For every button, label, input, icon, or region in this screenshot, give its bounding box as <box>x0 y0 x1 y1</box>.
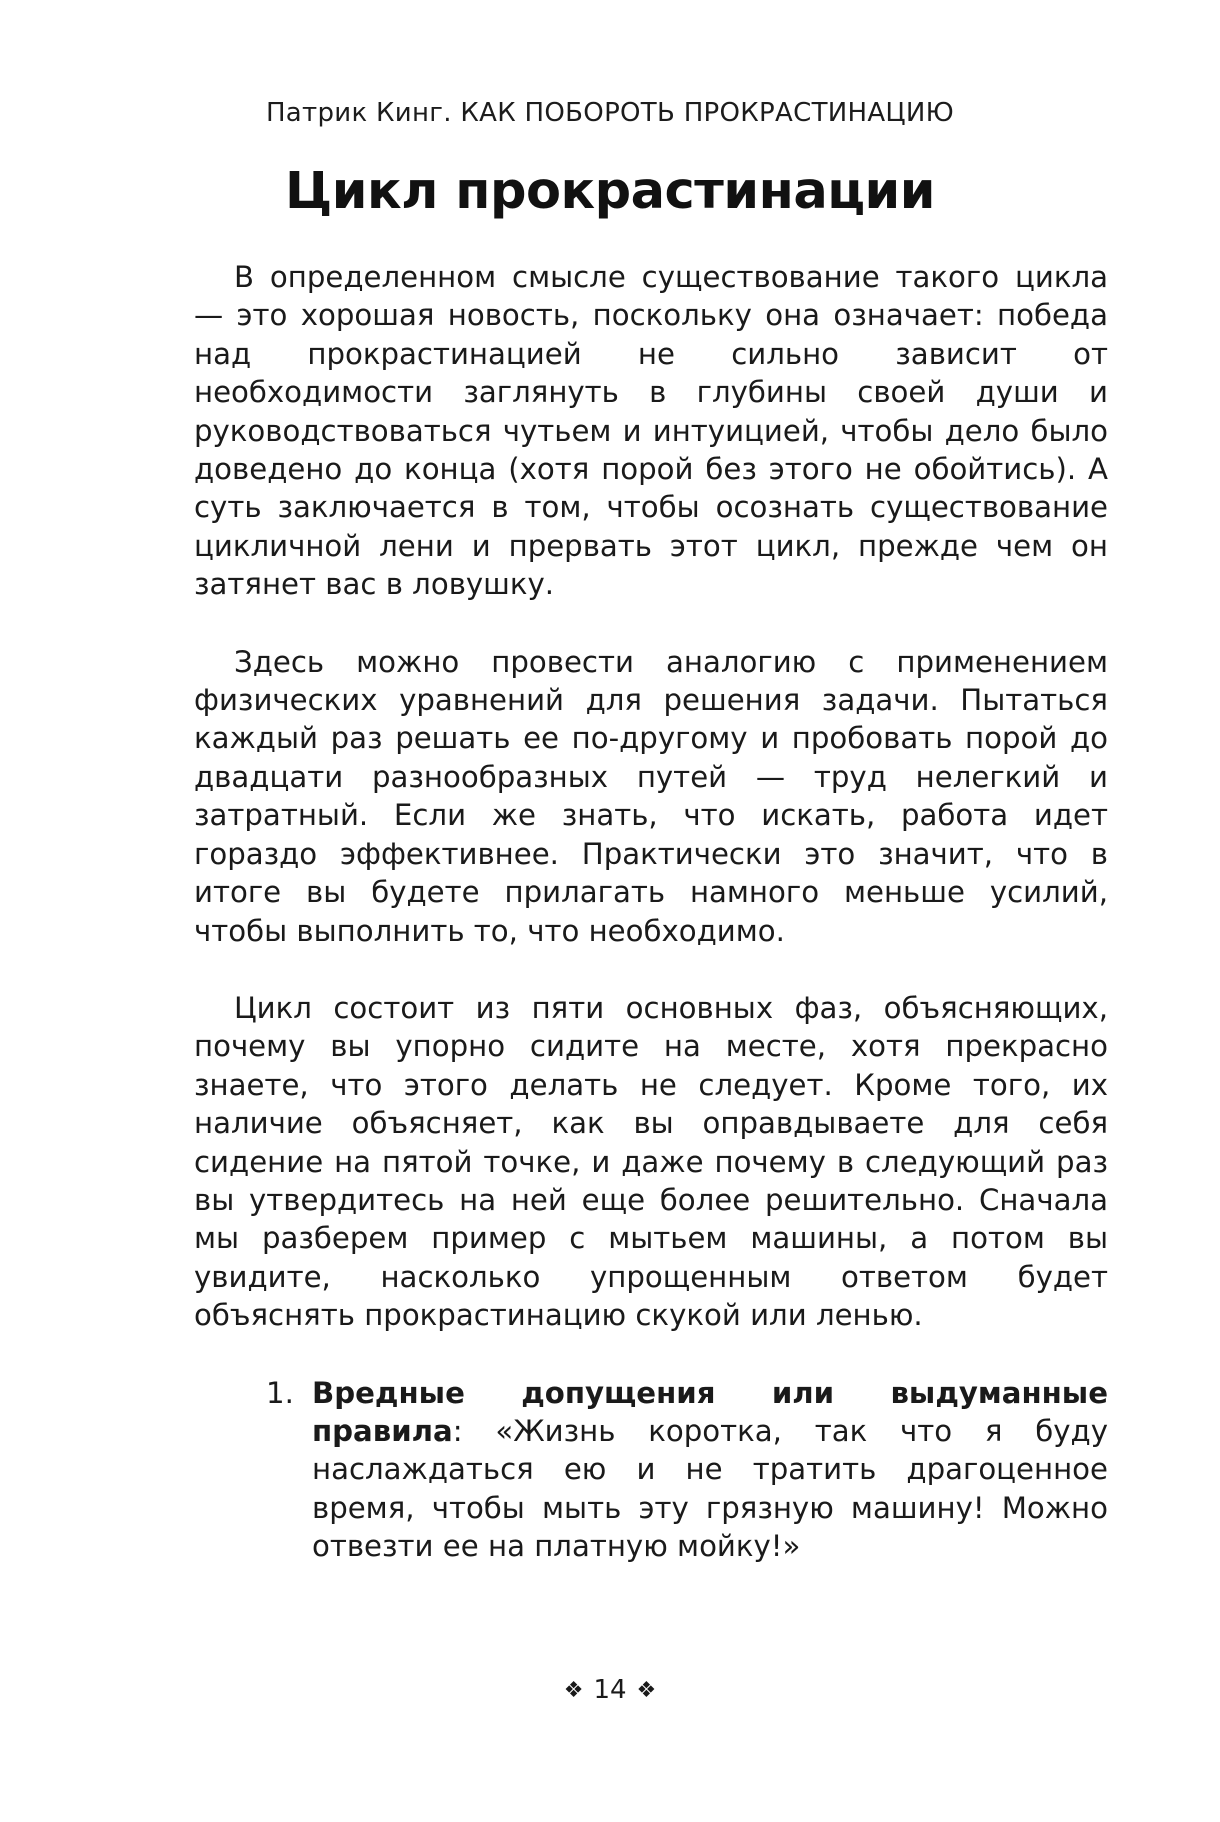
chapter-title: Цикл прокрастинации <box>284 162 936 221</box>
body-text <box>194 258 1108 1566</box>
paragraph-3: Цикл состоит из пяти основных фаз, объясняющих, почему вы упорно сидите на месте, хотя прекрасно знаете, что этого делать не следует. Кроме того, их наличие объясняет, как вы оправдываете для себя сидение на пятой точке, и даже почему в следующий раз вы утвердитесь на ней еще более решительно. Сначала мы разберем пример с мытьем машины, а потом вы увидите, насколько упрощенным ответом будет объяснять прокрастинацию скукой или ленью. <box>194 990 1108 1333</box>
paragraph-2: Здесь можно провести аналогию с применением физических уравнений для решения задачи. Пытаться каждый раз решать ее по-другому и пробовать порой до двадцати разнообразных путей — труд нелегкий и затратный. Если же знать, что искать, работа идет гораздо эффективнее. Практически это значит, что в итоге вы будете прилагать намного меньше усилий, чтобы выполнить то, что необходимо. <box>194 644 1108 948</box>
running-header: Патрик Кинг. КАК ПОБОРОТЬ ПРОКРАСТИНАЦИЮ <box>265 98 955 128</box>
paragraph-1: В определенном смысле существование такого цикла — это хорошая новость, поскольку она означает: победа над прокрастинацией не сильно зависит от необходимости заглянуть в глубины своей души и руководствоваться чутьем и интуицией, чтобы дело было доведено до конца (хотя порой без этого не обойтись). А суть заключается в том, чтобы осознать существование цикличной лени и прервать этот цикл, прежде чем он затянет вас в ловушку. <box>194 260 1108 602</box>
list-item-number: 1. <box>266 1375 294 1410</box>
page-number: 14 <box>593 1675 627 1705</box>
list-item-colon: : <box>452 1413 463 1448</box>
list-item <box>194 1374 1108 1566</box>
list-item-text: «Жизнь коротка, так что я буду наслаждаться ею и не тратить драгоценное время, чтобы мыть эту грязную машину! Можно отвезти ее на платную мойку!» <box>312 1413 1108 1564</box>
list-item-term: Вредные допущения или выдуманные правила <box>312 1375 1108 1448</box>
diamond-ornament-icon: ❖ <box>636 1678 657 1703</box>
page-footer <box>0 1675 1220 1705</box>
phase-list <box>194 1374 1108 1566</box>
diamond-ornament-icon: ❖ <box>563 1678 584 1703</box>
